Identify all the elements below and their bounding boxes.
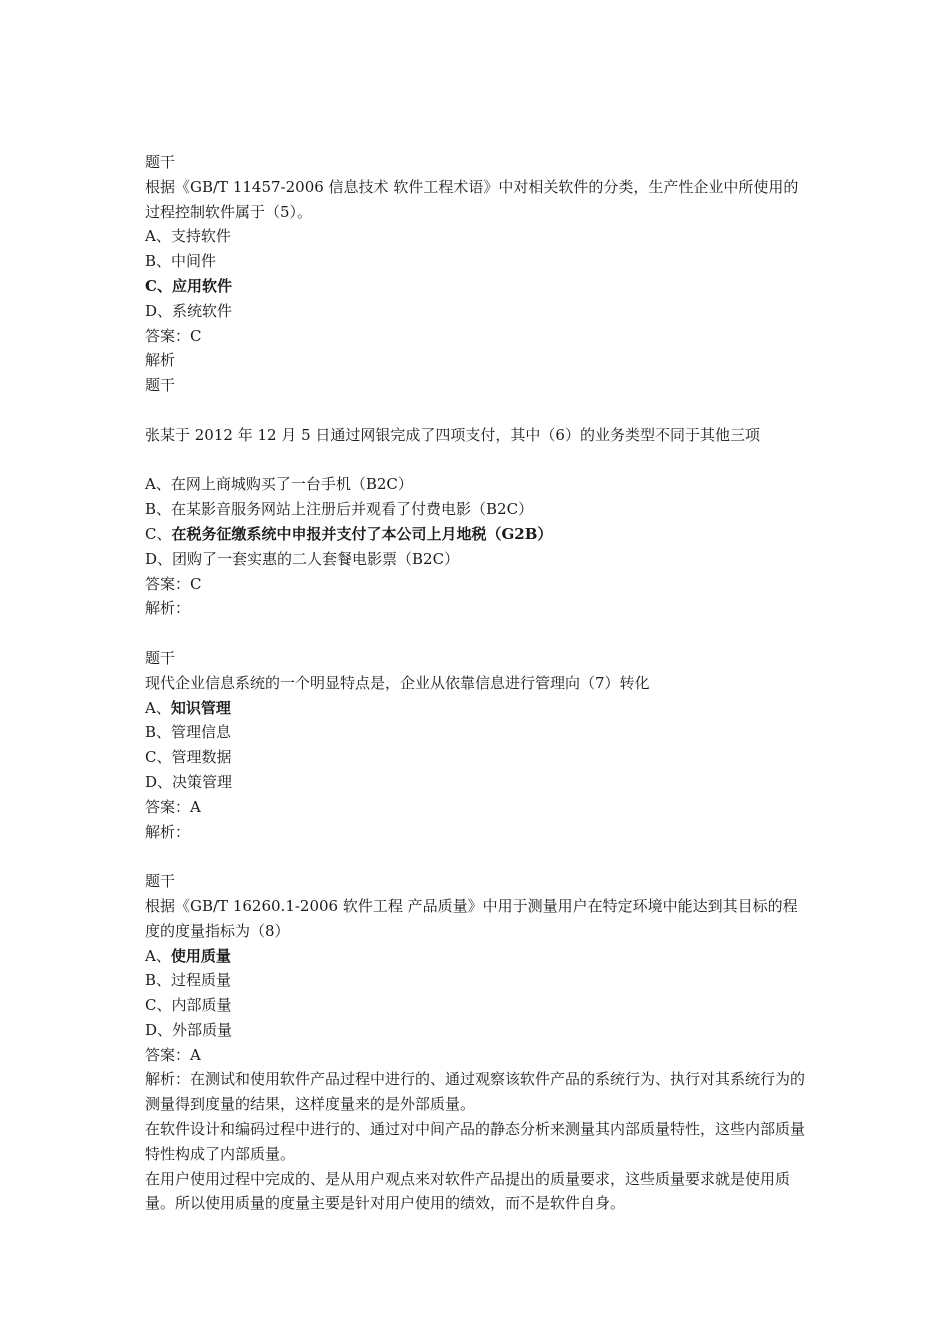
analysis-paragraph: 解析：在测试和使用软件产品过程中进行的、通过观察该软件产品的系统行为、执行对其系统行为的测量得到度量的结果，这样度量来的是外部质量。 [145,1070,806,1114]
question-stem: 现代企业信息系统的一个明显特点是，企业从依靠信息进行管理向（7）转化 [145,673,650,692]
option-c: C、内部质量 [145,996,232,1015]
option-d: D、外部质量 [145,1020,233,1039]
option-d: D、团购了一套实惠的二人套餐电影票（B2C） [145,549,460,568]
spacer [145,621,810,646]
question-stem: 根据《GB/T 11457-2006 信息技术 软件工程术语》中对相关软件的分类，生产性企业中所使用的过程控制软件属于（5）。 [145,177,799,221]
option-b: B、管理信息 [145,723,232,742]
option-b: B、在某影音服务网站上注册后并观看了付费电影（B2C） [145,500,534,519]
option-b: B、中间件 [145,252,217,271]
analysis-line: 解析： [145,599,191,618]
option-c-correct: C、在税务征缴系统中申报并支付了本公司上月地税（G2B） [145,524,553,543]
spacer [145,844,810,869]
analysis-line: 解析： [145,822,191,841]
option-a-correct: A、使用质量 [145,946,231,965]
analysis-paragraph: 在软件设计和编码过程中进行的、通过对中间产品的静态分析来测量其内部质量特性，这些内部质量特性构成了内部质量。 [145,1120,806,1163]
question-heading: 题干 [145,648,176,667]
question-block [145,150,810,373]
question-block [145,373,810,646]
option-b: B、过程质量 [145,971,232,990]
analysis-line: 解析 [145,351,176,370]
question-heading: 题干 [145,376,176,395]
option-c: C、管理数据 [145,748,232,767]
answer-line: 答案：A [145,1045,201,1064]
answer-line: 答案：C [145,574,202,593]
spacer [145,448,810,473]
answer-line: 答案：A [145,797,201,816]
question-block [145,646,810,869]
spacer [145,398,810,423]
analysis-paragraph: 在用户使用过程中完成的、是从用户观点来对软件产品提出的质量要求，这些质量要求就是使用质量。所以使用质量的度量主要是针对用户使用的绩效，而不是软件自身。 [145,1169,791,1213]
option-a: A、支持软件 [145,227,231,246]
question-heading: 题干 [145,872,176,891]
document-page [145,150,810,1216]
option-c-correct: C、应用软件 [145,276,232,295]
question-stem: 张某于 2012 年 12 月 5 日通过网银完成了四项支付，其中（6）的业务类型不同于其他三项 [145,425,760,444]
question-heading: 题干 [145,153,176,171]
option-a-correct: A、知识管理 [145,698,231,717]
question-stem: 根据《GB/T 16260.1-2006 软件工程 产品质量》中用于测量用户在特定环境中能达到其目标的程度的度量指标为（8） [145,896,798,940]
answer-line: 答案：C [145,326,202,345]
option-d: D、决策管理 [145,772,233,791]
option-a: A、在网上商城购买了一台手机（B2C） [145,475,413,494]
question-block [145,869,810,1216]
option-d: D、系统软件 [145,301,233,320]
